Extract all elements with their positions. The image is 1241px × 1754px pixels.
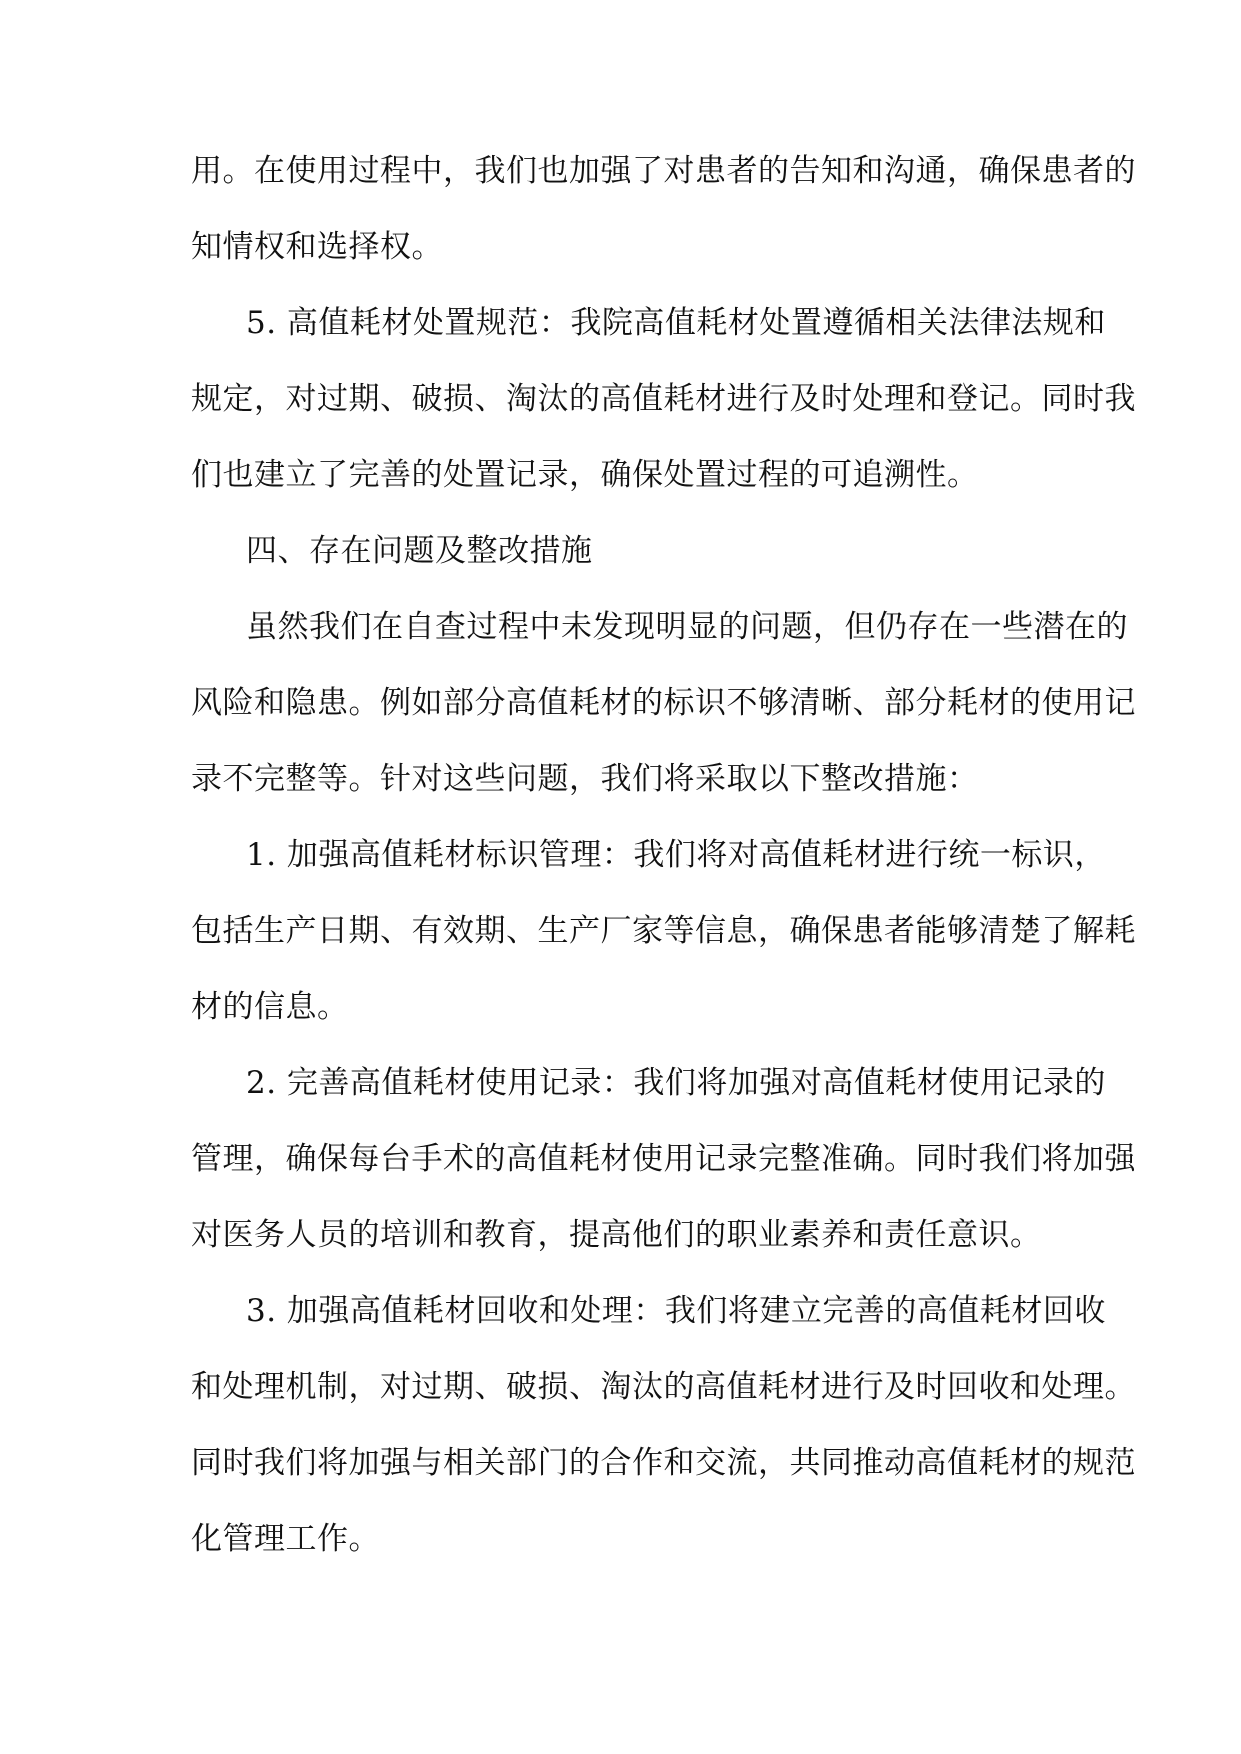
- section-heading: 四、存在问题及整改措施: [246, 533, 593, 569]
- text-line: 规定，对过期、破损、淘汰的高值耗材进行及时处理和登记。同时我: [191, 381, 1136, 417]
- text-line: 录不完整等。针对这些问题，我们将采取以下整改措施：: [191, 761, 979, 797]
- text-line: 包括生产日期、有效期、生产厂家等信息，确保患者能够清楚了解耗: [191, 913, 1136, 949]
- text-line: 化管理工作。: [191, 1521, 380, 1557]
- list-item-3-line: 3. 加强高值耗材回收和处理：我们将建立完善的高值耗材回收: [246, 1293, 1106, 1329]
- list-item-1-line: 1. 加强高值耗材标识管理：我们将对高值耗材进行统一标识，: [246, 837, 1106, 873]
- text-line: 材的信息。: [191, 989, 349, 1025]
- text-line: 同时我们将加强与相关部门的合作和交流，共同推动高值耗材的规范: [191, 1445, 1136, 1481]
- text-line: 和处理机制，对过期、破损、淘汰的高值耗材进行及时回收和处理。: [191, 1369, 1136, 1405]
- text-line: 对医务人员的培训和教育，提高他们的职业素养和责任意识。: [191, 1217, 1042, 1253]
- text-line: 风险和隐患。例如部分高值耗材的标识不够清晰、部分耗材的使用记: [191, 685, 1136, 721]
- paragraph-line: 虽然我们在自查过程中未发现明显的问题，但仍存在一些潜在的: [246, 609, 1128, 645]
- text-line: 管理，确保每台手术的高值耗材使用记录完整准确。同时我们将加强: [191, 1141, 1136, 1177]
- list-item-5-line: 5. 高值耗材处置规范：我院高值耗材处置遵循相关法律法规和: [246, 305, 1106, 341]
- text-line: 们也建立了完善的处置记录，确保处置过程的可追溯性。: [191, 457, 979, 493]
- text-line: 知情权和选择权。: [191, 229, 443, 265]
- text-line: 用。在使用过程中，我们也加强了对患者的告知和沟通，确保患者的: [191, 153, 1136, 189]
- list-item-2-line: 2. 完善高值耗材使用记录：我们将加强对高值耗材使用记录的: [246, 1065, 1106, 1101]
